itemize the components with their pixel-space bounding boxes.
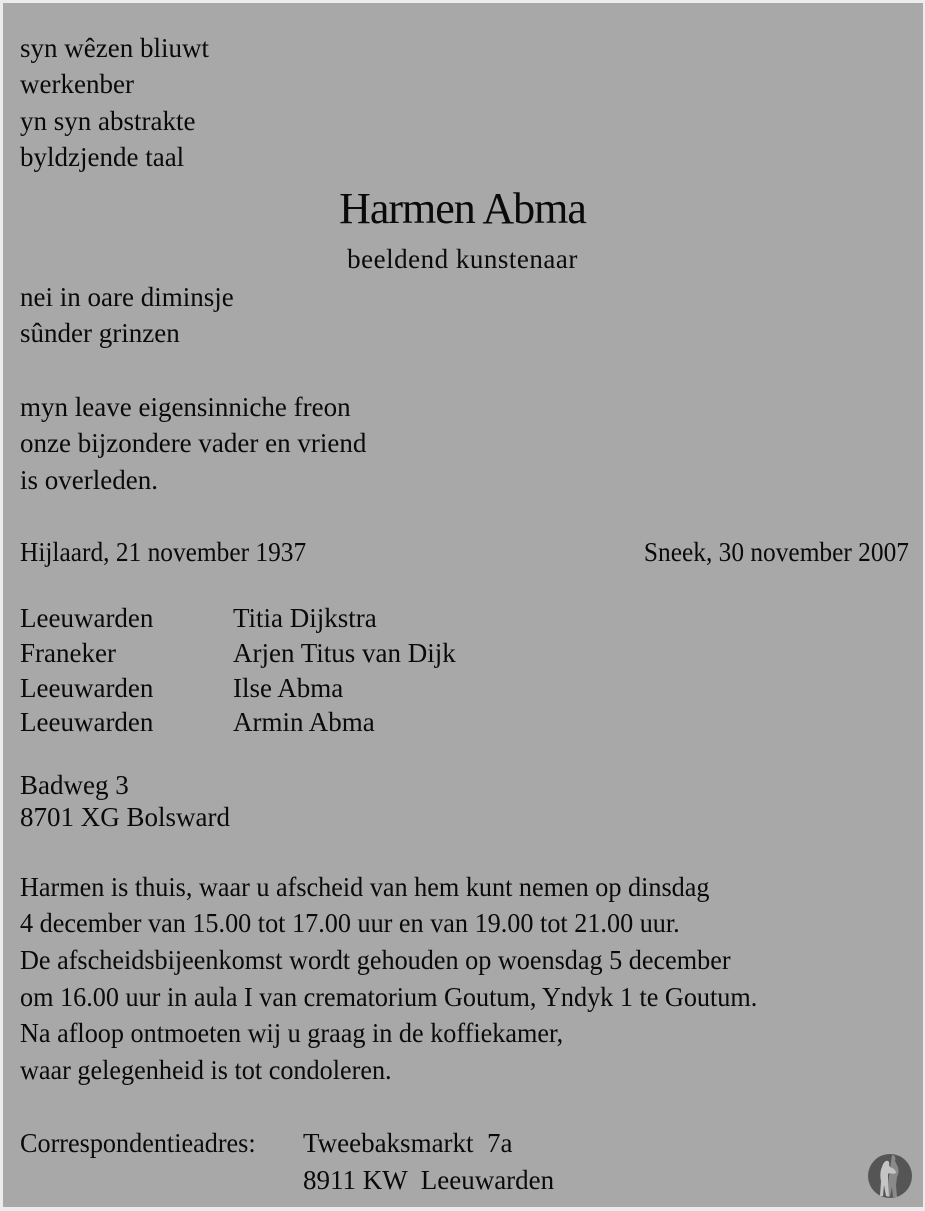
relative-name: Armin Abma <box>233 707 375 737</box>
service-line: 4 december van 15.00 tot 17.00 uur en van 19.00 tot 21.00 uur. <box>20 908 680 938</box>
service-line: Na afloop ontmoeten wij u graag in de koffiekamer, <box>20 1018 564 1048</box>
service-line: om 16.00 uur in aula I van crematorium Goutum, Yndyk 1 te Goutum. <box>20 982 758 1012</box>
address-line: Badweg 3 <box>20 770 129 800</box>
announcement-line: is overleden. <box>20 465 158 495</box>
relative-place: Leeuwarden <box>20 673 154 703</box>
poem-line: syn wêzen bliuwt <box>20 33 209 63</box>
service-line: waar gelegenheid is tot condoleren. <box>20 1055 392 1085</box>
poem-line: byldzjende taal <box>20 142 185 172</box>
poem-line: nei in oare diminsje <box>20 282 234 312</box>
relative-name: Arjen Titus van Dijk <box>233 638 456 668</box>
relative-row <box>20 672 620 704</box>
relative-place: Leeuwarden <box>20 603 154 633</box>
poem-line: sûnder grinzen <box>20 318 180 348</box>
correspondence-label: Correspondentieadres: <box>20 1128 256 1158</box>
relative-place: Leeuwarden <box>20 707 154 737</box>
announcement-line: onze bijzondere vader en vriend <box>20 428 367 458</box>
service-line: De afscheidsbijeenkomst wordt gehouden op woensdag 5 december <box>20 945 731 975</box>
relative-row <box>20 637 620 669</box>
service-line: Harmen is thuis, waar u afscheid van hem kunt nemen op dinsdag <box>20 872 710 902</box>
relative-place: Franeker <box>20 638 116 668</box>
relative-name: Ilse Abma <box>233 673 344 703</box>
profession: beeldend kunstenaar <box>347 244 578 274</box>
relative-row <box>20 602 620 634</box>
correspondence-street: Tweebaksmarkt 7a <box>303 1128 513 1158</box>
relative-row <box>20 706 620 738</box>
announcement-line: myn leave eigensinniche freon <box>20 392 351 422</box>
relative-name: Titia Dijkstra <box>233 603 377 633</box>
deceased-name: Harmen Abma <box>339 184 586 233</box>
poem-line: werkenber <box>20 69 134 99</box>
correspondence-city: 8911 KW Leeuwarden <box>303 1165 555 1195</box>
address-line: 8701 XG Bolsward <box>20 802 230 832</box>
birth-date: Hijlaard, 21 november 1937 <box>20 537 307 567</box>
poem-line: yn syn abstrakte <box>20 106 196 136</box>
embracing-figures-icon <box>866 1151 914 1199</box>
death-date: Sneek, 30 november 2007 <box>643 537 909 567</box>
